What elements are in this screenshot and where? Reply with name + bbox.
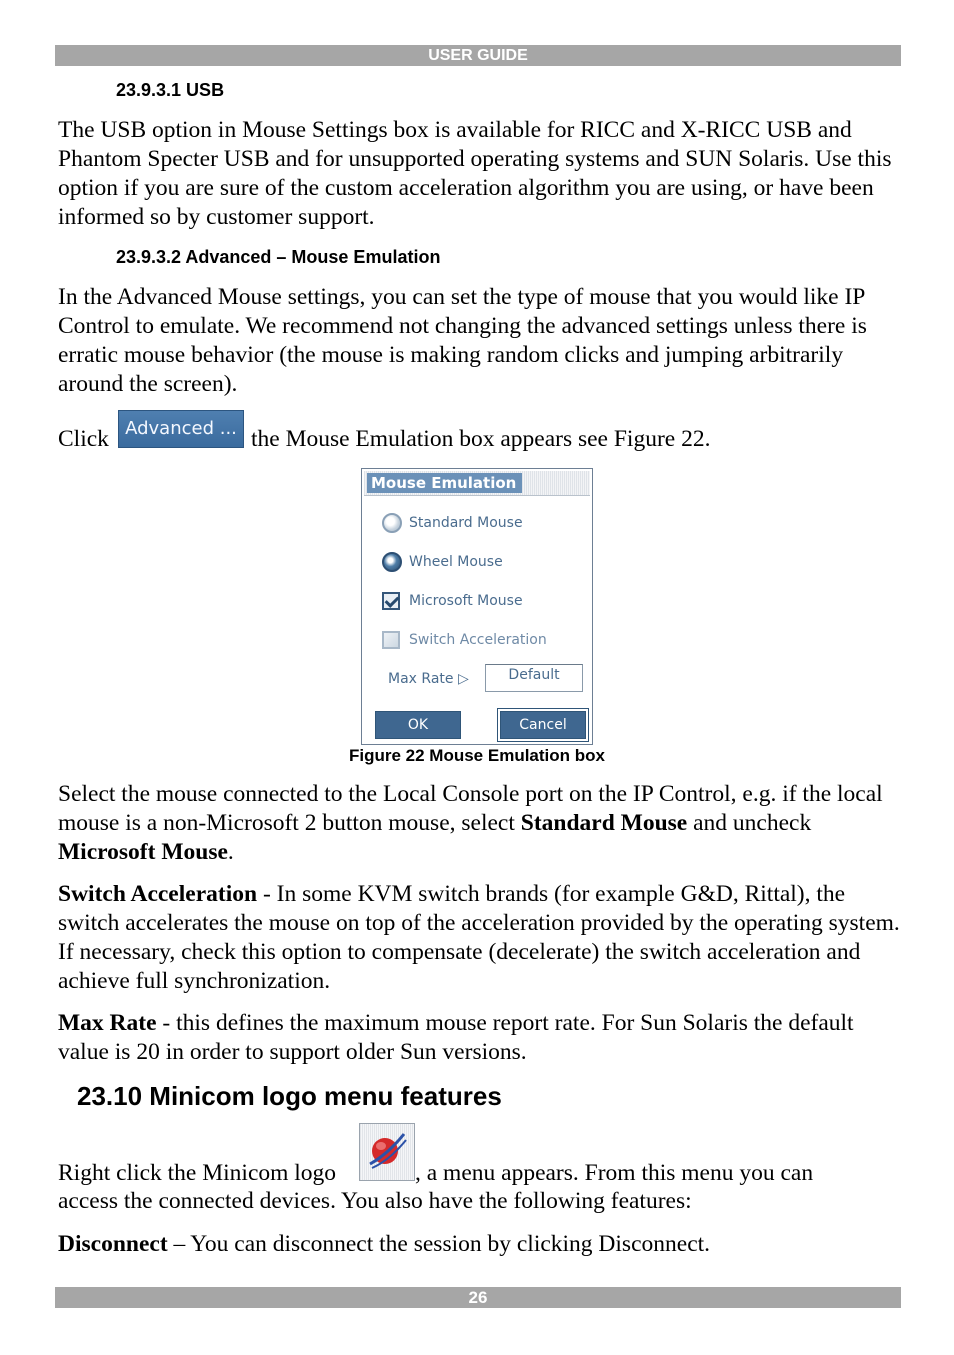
header-bar: USER GUIDE — [55, 45, 901, 66]
minicom-logo-icon — [359, 1123, 415, 1181]
standard-mouse-label: Standard Mouse — [409, 515, 523, 531]
usb-paragraph: The USB option in Mouse Settings box is available for RICC and X-RICC USB and Phantom Specter USB and for unsupported operating systems and SUN Solaris. Use this option if you are sure of the custom acceleration algorithm you are using, or have been informed so by customer support. — [58, 117, 892, 230]
switch-acceleration-paragraph: Switch Acceleration - In some KVM switch brands (for example G&D, Rittal), the switch accelerates the mouse on top of the acceleration provided by the operating system. If necessary, check this option to compensate (decelerate) the switch acceleration and achieve full synchronization. — [58, 881, 900, 994]
figure-caption: Figure 22 Mouse Emulation box — [349, 746, 605, 765]
minicom-heading: 23.10 Minicom logo menu features — [77, 1081, 502, 1111]
dialog-title-bar — [364, 471, 590, 496]
select-paragraph: Select the mouse connected to the Local Console port on the IP Control, e.g. if the local mouse is a non-Microsoft 2 button mouse, select Standard Mouse and uncheck Microsoft Mouse. — [58, 781, 883, 865]
max-rate-input[interactable]: Default — [485, 664, 583, 692]
cancel-button[interactable]: Cancel — [500, 711, 586, 739]
click-prefix: Click — [58, 426, 109, 452]
advanced-button-image: Advanced ... — [118, 410, 244, 448]
usb-heading: 23.9.3.1 USB — [116, 80, 225, 100]
checkbox-checked-icon[interactable] — [382, 592, 400, 610]
radio-on-icon[interactable] — [382, 552, 402, 572]
minicom-logo-icon-graphic — [360, 1124, 414, 1180]
max-rate-paragraph: Max Rate - this defines the maximum mouse report rate. For Sun Solaris the default value is 20 in order to support older Sun versions. — [58, 1010, 854, 1065]
mouse-emulation-dialog — [361, 468, 593, 745]
minicom-line1-suffix: , a menu appears. From this menu you can — [415, 1160, 814, 1186]
switch-acceleration-label: Switch Acceleration — [409, 632, 547, 648]
dialog-title: Mouse Emulation — [367, 473, 522, 493]
max-rate-label: Max Rate ▷ — [388, 671, 469, 687]
advanced-paragraph: In the Advanced Mouse settings, you can set the type of mouse that you would like IP Control to emulate. We recommend not changing the advanced settings unless there is erratic mouse behavior (the mouse is making random clicks and jumping arbitrarily around the screen). — [58, 284, 867, 397]
advanced-heading: 23.9.3.2 Advanced – Mouse Emulation — [116, 247, 441, 267]
footer-page-number: 26 — [55, 1287, 901, 1308]
radio-off-icon[interactable] — [382, 513, 402, 533]
minicom-line2: access the connected devices. You also have the following features: — [58, 1188, 692, 1214]
click-suffix: the Mouse Emulation box appears see Figure 22. — [251, 426, 711, 452]
ok-button[interactable]: OK — [375, 711, 461, 739]
wheel-mouse-label: Wheel Mouse — [409, 554, 503, 570]
minicom-line1-prefix: Right click the Minicom logo — [58, 1160, 337, 1186]
disconnect-paragraph: Disconnect – You can disconnect the session by clicking Disconnect. — [58, 1231, 711, 1257]
microsoft-mouse-label: Microsoft Mouse — [409, 593, 523, 609]
checkbox-unchecked-icon[interactable] — [382, 631, 400, 649]
